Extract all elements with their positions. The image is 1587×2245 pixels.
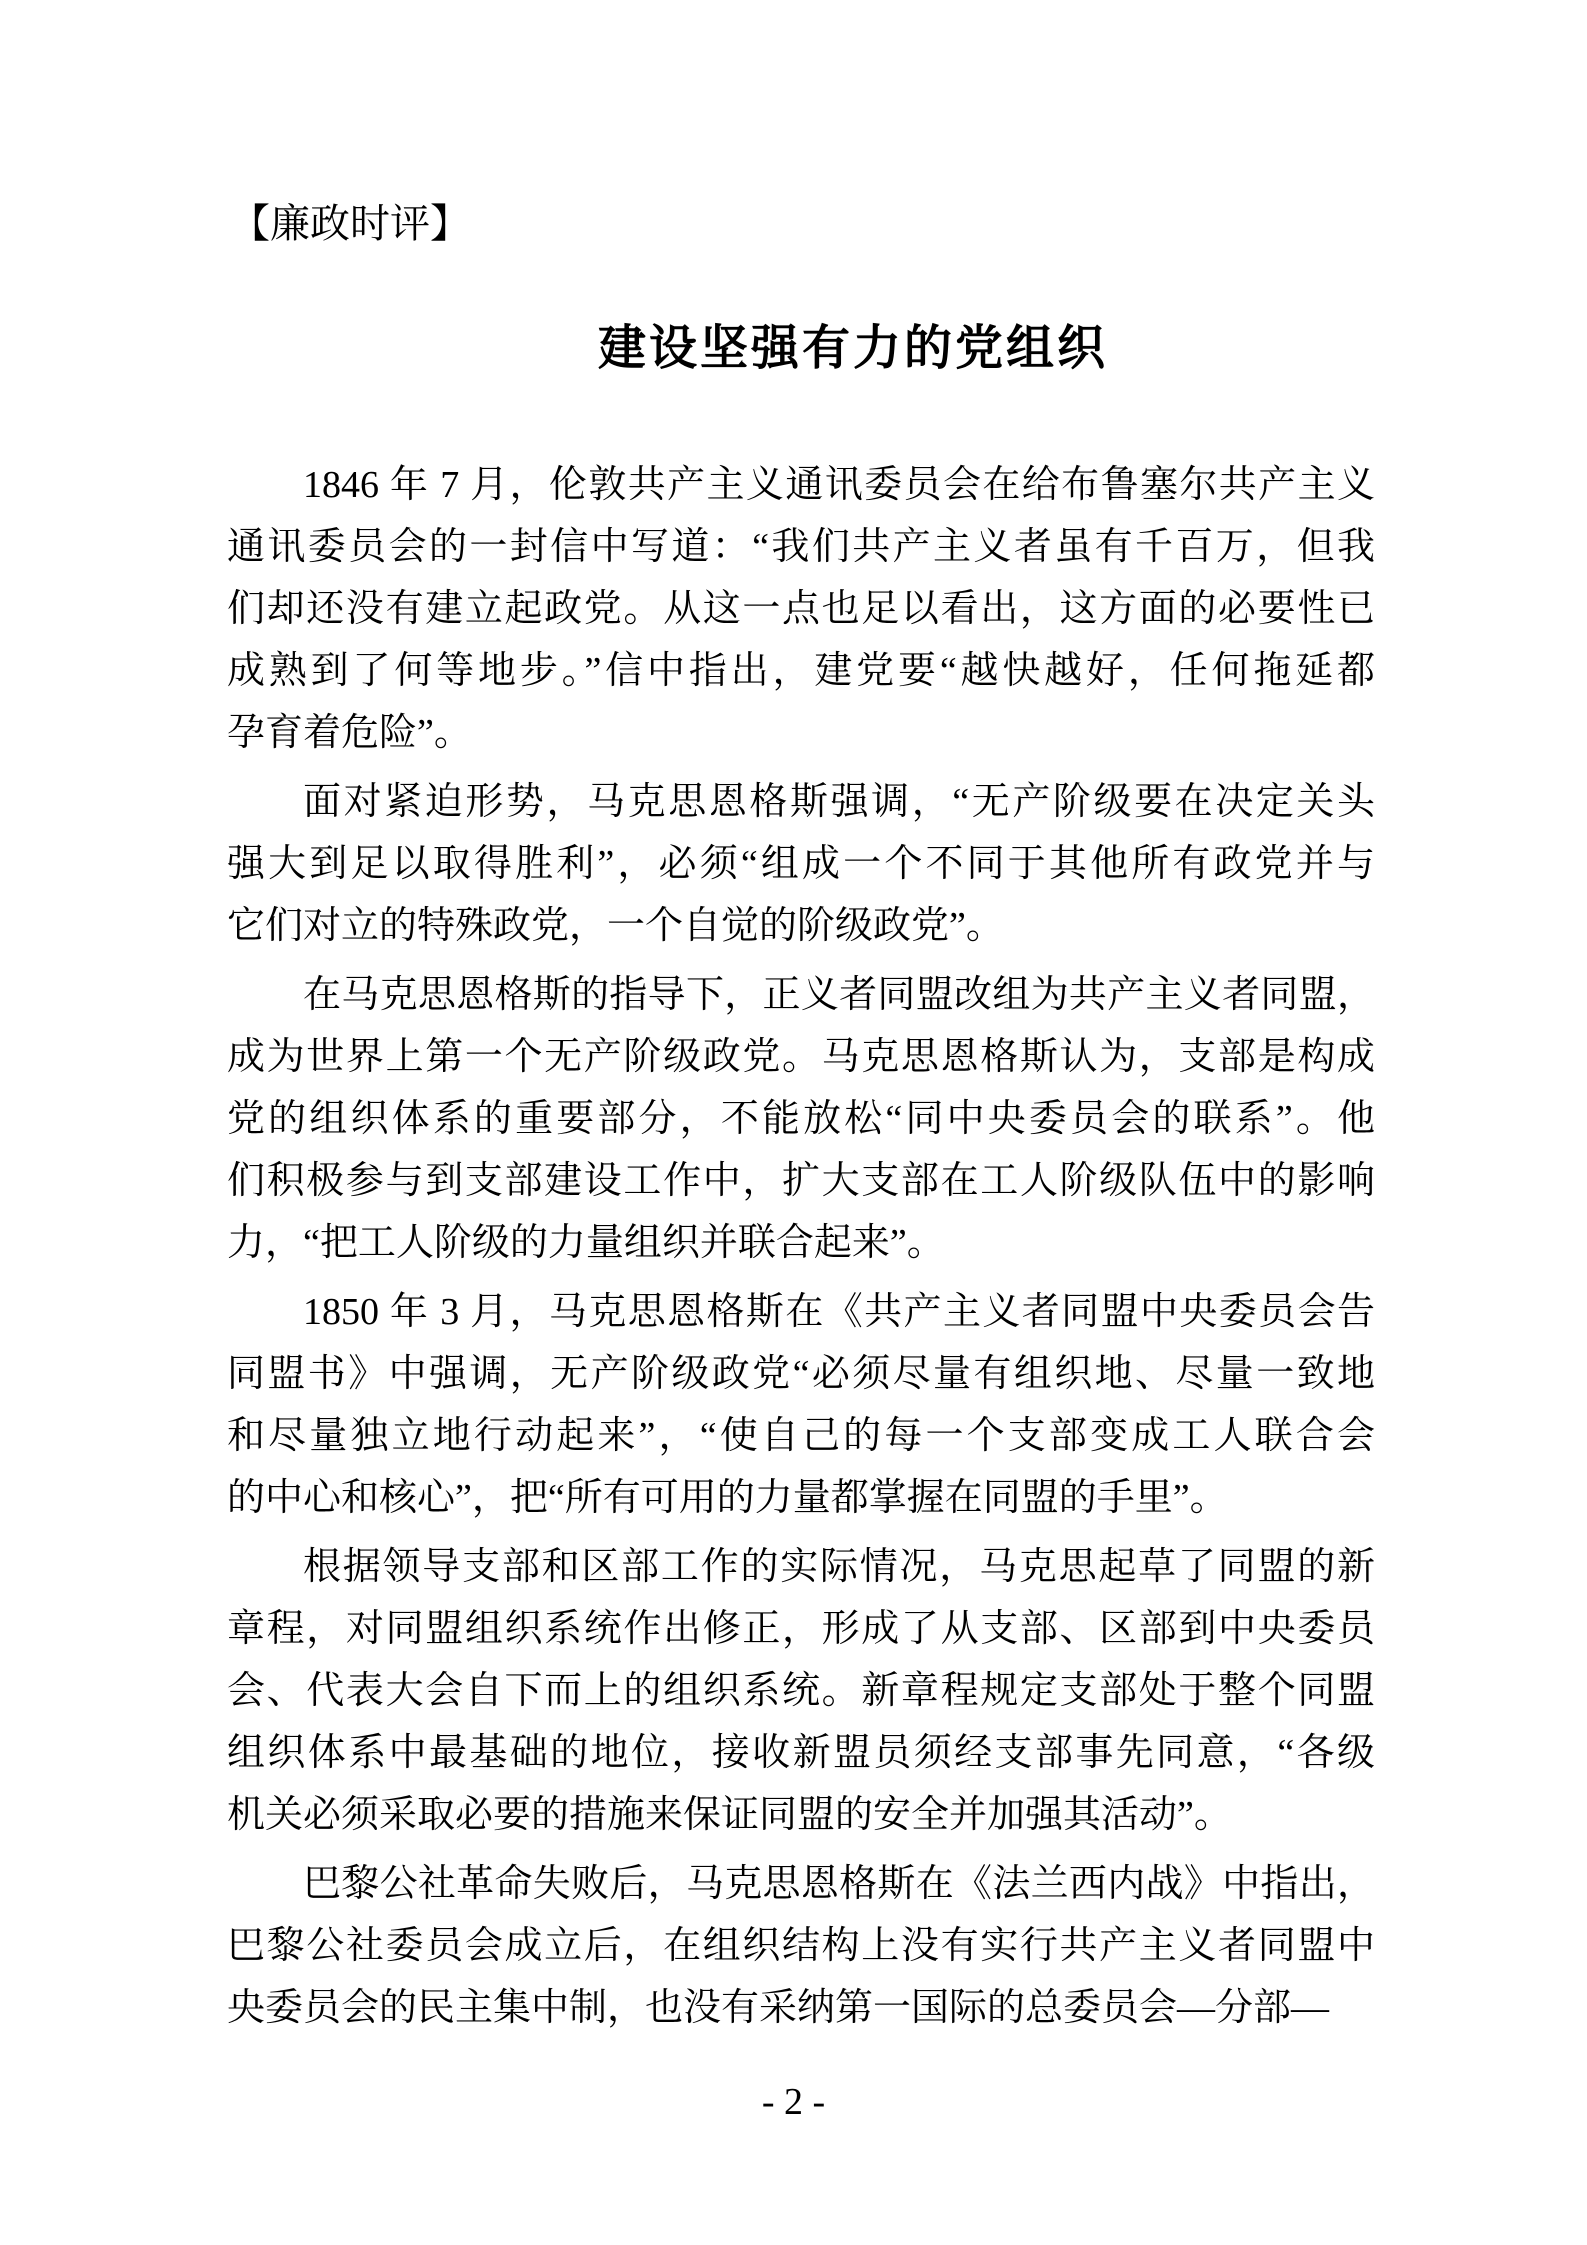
text-line: 在马克思恩格斯的指导下，正义者同盟改组为共产主义者同盟， xyxy=(303,974,1375,1016)
text-line: 们却还没有建立起政党。从这一点也足以看出，这方面的必要性已 xyxy=(227,588,1375,630)
text-line: 力，“把工人阶级的力量组织并联合起来”。 xyxy=(227,1222,945,1264)
text-line: 成熟到了何等地步。”信中指出，建党要“越快越好，任何拖延都 xyxy=(227,650,1375,692)
text-line: 成为世界上第一个无产阶级政党。马克思恩格斯认为，支部是构成 xyxy=(227,1036,1375,1078)
text-line: 巴黎公社委员会成立后，在组织结构上没有实行共产主义者同盟中 xyxy=(227,1925,1375,1967)
text-line: 根据领导支部和区部工作的实际情况，马克思起草了同盟的新 xyxy=(303,1546,1375,1588)
paragraph xyxy=(227,454,1375,764)
text-line: 它们对立的特殊政党，一个自觉的阶级政党”。 xyxy=(227,905,1004,947)
paragraph xyxy=(227,1536,1375,1846)
text-line: 和尽量独立地行动起来”，“使自己的每一个支部变成工人联合会 xyxy=(227,1415,1375,1457)
text-line: 通讯委员会的一封信中写道：“我们共产主义者虽有千百万，但我 xyxy=(227,526,1375,568)
text-line: 面对紧迫形势，马克思恩格斯强调，“无产阶级要在决定关头 xyxy=(303,781,1375,823)
text-line: 孕育着危险”。 xyxy=(227,712,472,754)
text-line: 们积极参与到支部建设工作中，扩大支部在工人阶级队伍中的影响 xyxy=(227,1160,1375,1202)
paragraph xyxy=(227,1853,1375,2039)
article-title: 建设坚强有力的党组织 xyxy=(597,322,1108,375)
text-line: 同盟书》中强调，无产阶级政党“必须尽量有组织地、尽量一致地 xyxy=(227,1353,1375,1395)
text-line: 章程，对同盟组织系统作出修正，形成了从支部、区部到中央委员 xyxy=(227,1608,1375,1650)
paragraph xyxy=(227,771,1375,957)
paragraph xyxy=(227,964,1375,1274)
text-line: 会、代表大会自下而上的组织系统。新章程规定支部处于整个同盟 xyxy=(227,1670,1375,1712)
paragraph xyxy=(227,1281,1375,1529)
text-line: 组织体系中最基础的地位，接收新盟员须经支部事先同意，“各级 xyxy=(227,1732,1375,1774)
text-line: 强大到足以取得胜利”，必须“组成一个不同于其他所有政党并与 xyxy=(227,843,1375,885)
page-number: - 2 - xyxy=(761,2081,826,2123)
text-line: 机关必须采取必要的措施来保证同盟的安全并加强其活动”。 xyxy=(227,1794,1232,1836)
text-line: 1850 年 3 月，马克思恩格斯在《共产主义者同盟中央委员会告 xyxy=(303,1291,1375,1333)
category-header: 【廉政时评】 xyxy=(230,201,470,246)
text-line: 1846 年 7 月，伦敦共产主义通讯委员会在给布鲁塞尔共产主义 xyxy=(303,464,1375,506)
text-line: 的中心和核心”，把“所有可用的力量都掌握在同盟的手里”。 xyxy=(227,1477,1228,1519)
text-line: 党的组织体系的重要部分，不能放松“同中央委员会的联系”。他 xyxy=(227,1098,1375,1140)
text-line: 央委员会的民主集中制，也没有采纳第一国际的总委员会—分部— xyxy=(227,1987,1330,2029)
article-body xyxy=(227,454,1375,2046)
text-line: 巴黎公社革命失败后，马克思恩格斯在《法兰西内战》中指出， xyxy=(303,1863,1375,1905)
